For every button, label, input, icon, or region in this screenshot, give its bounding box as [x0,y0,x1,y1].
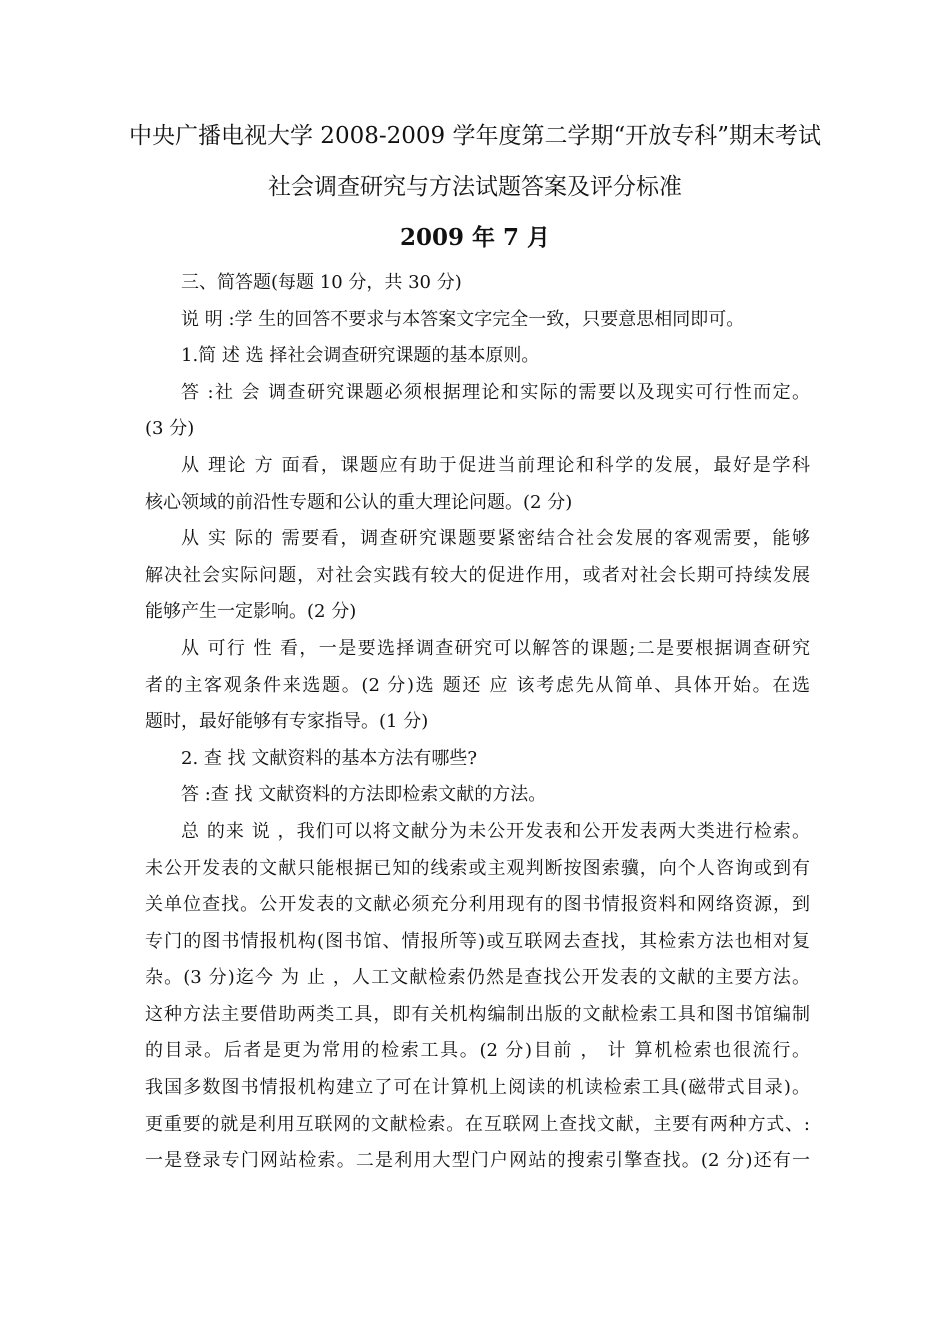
answer-line: 从 理论 方 面看，课题应有助于促进当前理论和科学的发展，最好是学科 [181,454,810,476]
answer-line: 核心领域的前沿性专题和公认的重大理论问题。(2 分) [145,491,573,513]
answer-line: 从 可行 性 看，一是要选择调查研究可以解答的课题;二是要根据调查研究 [181,637,810,659]
document-date: 2009 年 7 月 [399,224,551,251]
answer-line: 答 :查 找 文献资料的方法即检索文献的方法。 [181,784,547,806]
answer-line: 能够产生一定影响。(2 分) [145,601,357,623]
answer-line: (3 分) [145,418,195,440]
answer-line: 未公开发表的文献只能根据已知的线索或主观判断按图索骥，向个人咨询或到有 [145,857,810,879]
question-1: 1.简 述 选 择社会调查研究课题的基本原则。 [181,345,540,367]
answer-line: 的目录。后者是更为常用的检索工具。(2 分)目前 ， 计 算机检索也很流行。 [145,1040,810,1062]
answer-line: 解决社会实际问题，对社会实践有较大的促进作用，或者对社会长期可持续发展 [145,564,810,586]
answer-line: 题时，最好能够有专家指导。(1 分) [145,711,429,733]
answer-line: 杂。(3 分)迄今 为 止 ，人工文献检索仍然是查找公开发表的文献的主要方法。 [145,967,810,989]
answer-line: 专门的图书情报机构(图书馆、情报所等)或互联网去查找，其检索方法也相对复 [145,930,810,952]
document-subtitle: 社会调查研究与方法试题答案及评分标准 [268,174,682,200]
answer-line: 一是登录专门网站检索。二是利用大型门户网站的搜索引擎查找。(2 分)还有一 [145,1150,810,1172]
section-heading: 三、简答题(每题 10 分，共 30 分) [181,272,462,293]
answer-line: 者的主客观条件来选题。(2 分)选 题还 应 该考虑先从简单、具体开始。在选 [145,674,810,696]
document-body [145,265,810,1180]
answer-line: 答 :社 会 调查研究课题必须根据理论和实际的需要以及现实可行性而定。 [181,381,810,403]
question-2: 2. 查 找 文献资料的基本方法有哪些? [181,747,477,769]
answer-line: 更重要的就是利用互联网的文献检索。在互联网上查找文献，主要有两种方式、: [145,1113,810,1135]
answer-line: 我国多数图书情报机构建立了可在计算机上阅读的机读检索工具(磁带式目录)。 [145,1077,810,1099]
answer-line: 从 实 际的 需要看，调查研究课题要紧密结合社会发展的客观需要，能够 [181,528,810,550]
answer-line: 关单位查找。公开发表的文献必须充分利用现有的图书情报资料和网络资源，到 [145,894,810,916]
document-title: 中央广播电视大学 2008-2009 学年度第二学期“开放专科”期末考试 [129,123,821,149]
instruction-note: 说 明 :学 生的回答不要求与本答案文字完全一致，只要意思相同即可。 [181,308,745,330]
answer-line: 这种方法主要借助两类工具，即有关机构编制出版的文献检索工具和图书馆编制 [145,1003,810,1025]
answer-line: 总 的来 说 ，我们可以将文献分为未公开发表和公开发表两大类进行检索。 [181,820,810,842]
